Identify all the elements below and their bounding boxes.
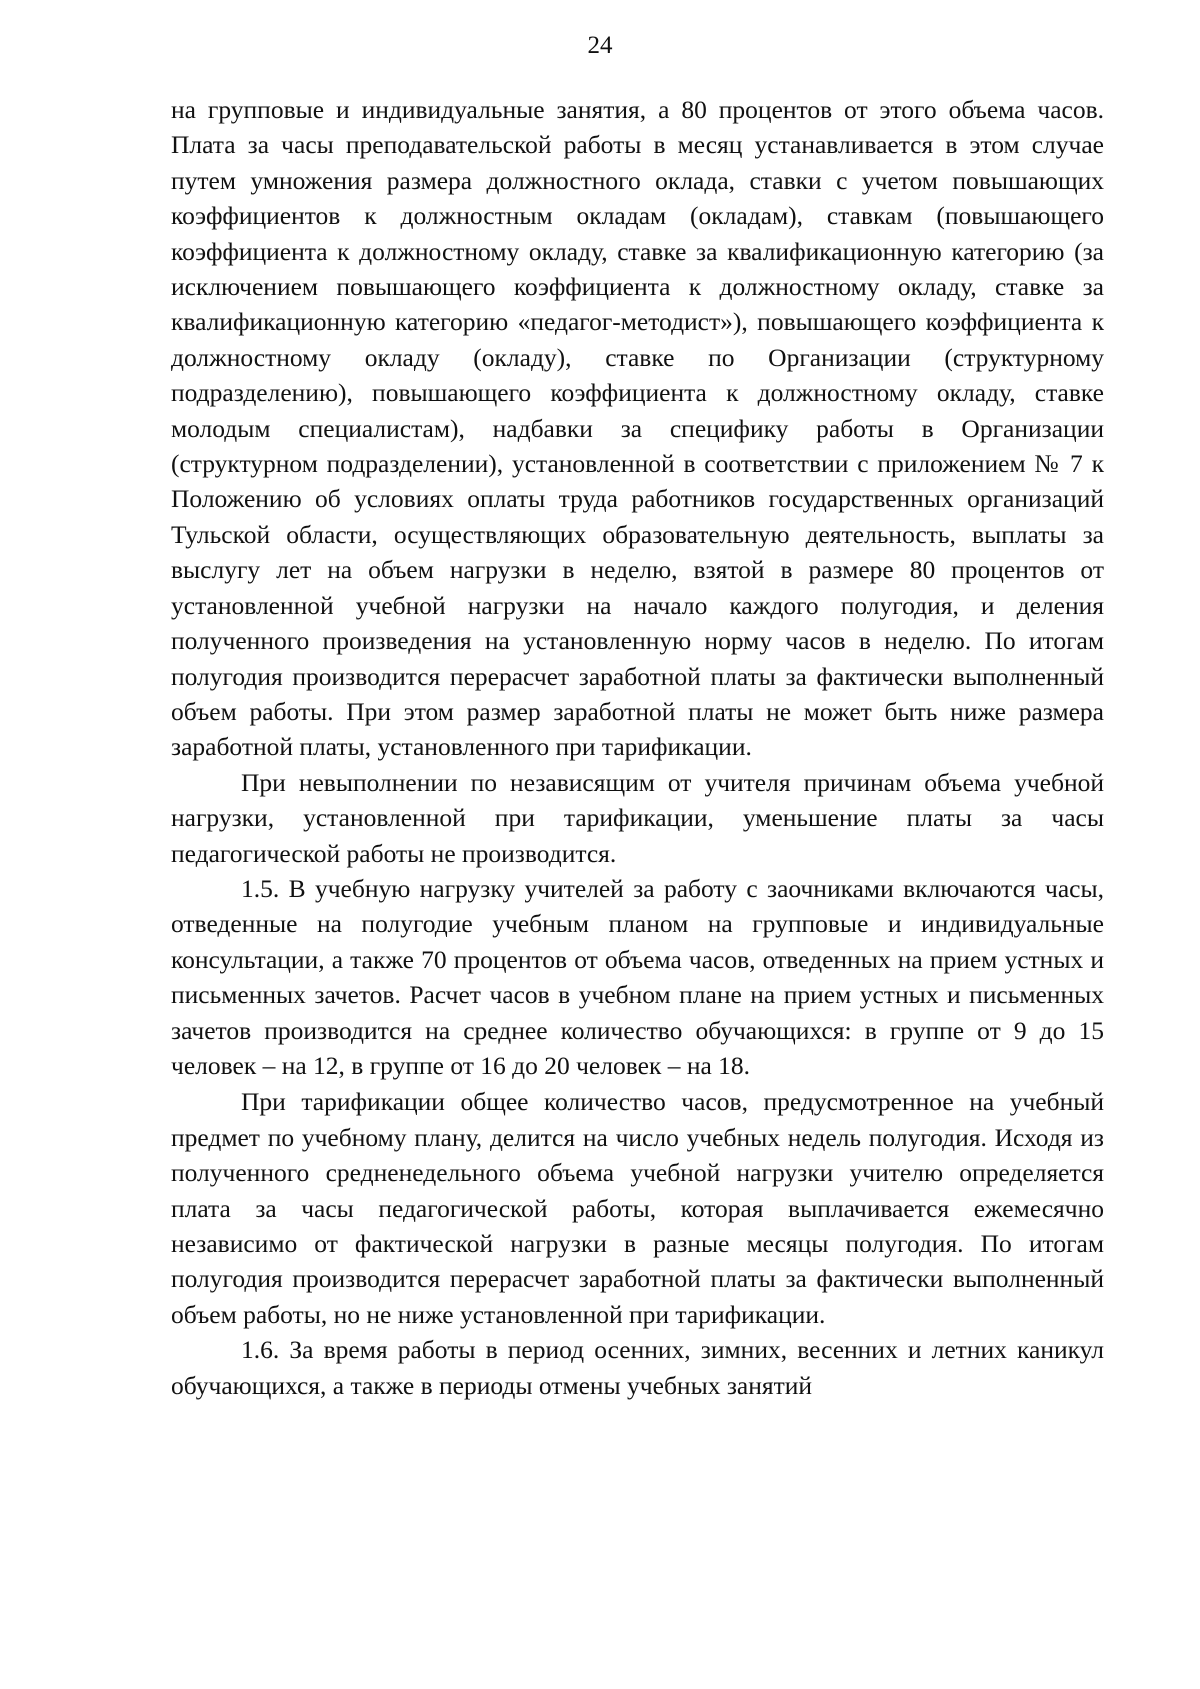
paragraph-underfulfillment: При невыполнении по независящим от учителя причинам объема учебной нагрузки, установленной при тарификации, уменьшение платы за часы педагогической работы не производится.	[171, 767, 1104, 868]
paragraph-tariffication: При тарификации общее количество часов, предусмотренное на учебный предмет по учебному плану, делится на число учебных недель полугодия. Исходя из полученного средненедельного объема учебной нагрузки учителю определяется плата за часы педагогической работы, которая выплачивается ежемесячно независимо от фактической нагрузки в разные месяцы полугодия. По итогам полугодия производится перерасчет заработной платы за фактически выполненный объем работы, но не ниже установленной при тарификации.	[171, 1087, 1104, 1329]
page-number: 24	[587, 32, 613, 59]
paragraph-continuation: на групповые и индивидуальные занятия, а 80 процентов от этого объема часов. Плата за часы преподавательской работы в месяц устанавливается в этом случае путем умножения размера должностного оклада, ставки с учетом повышающих коэффициентов к должностным окладам (окладам), ставкам (повышающего коэффициента к должностному окладу, ставке за квалификационную категорию (за исключением повышающего коэффициента к должностному окладу, ставке за квалификационную категорию «педагог-методист»), повышающего коэффициента к должностному окладу (окладу), ставке по Организации (структурному подразделению), повышающего коэффициента к должностному окладу, ставке молодым специалистам), надбавки за специфику работы в Организации (структурном подразделении), установленной в соответствии с приложением № 7 к Положению об условиях оплаты труда работников государственных организаций Тульской области, осуществляющих образовательную деятельность, выплаты за выслугу лет на объем нагрузки в неделю, взятой в размере 80 процентов от установленной учебной нагрузки на начало каждого полугодия, и деления полученного произведения на установленную норму часов в неделю. По итогам полугодия производится перерасчет заработной платы за фактически выполненный объем работы. При этом размер заработной платы не может быть ниже размера заработной платы, установленного при тарификации.	[171, 95, 1104, 762]
paragraph-section-1-6: 1.6. За время работы в период осенних, зимних, весенних и летних каникул обучающихся, а также в периоды отмены учебных занятий	[171, 1335, 1104, 1400]
paragraph-section-1-5: 1.5. В учебную нагрузку учителей за работу с заочниками включаются часы, отведенные на полугодие учебным планом на групповые и индивидуальные консультации, а также 70 процентов от объема часов, отведенных на прием устных и письменных зачетов. Расчет часов в учебном плане на прием устных и письменных зачетов производится на среднее количество обучающихся: в группе от 9 до 15 человек – на 12, в группе от 16 до 20 человек – на 18.	[171, 873, 1104, 1080]
document-body	[171, 92, 1104, 1403]
